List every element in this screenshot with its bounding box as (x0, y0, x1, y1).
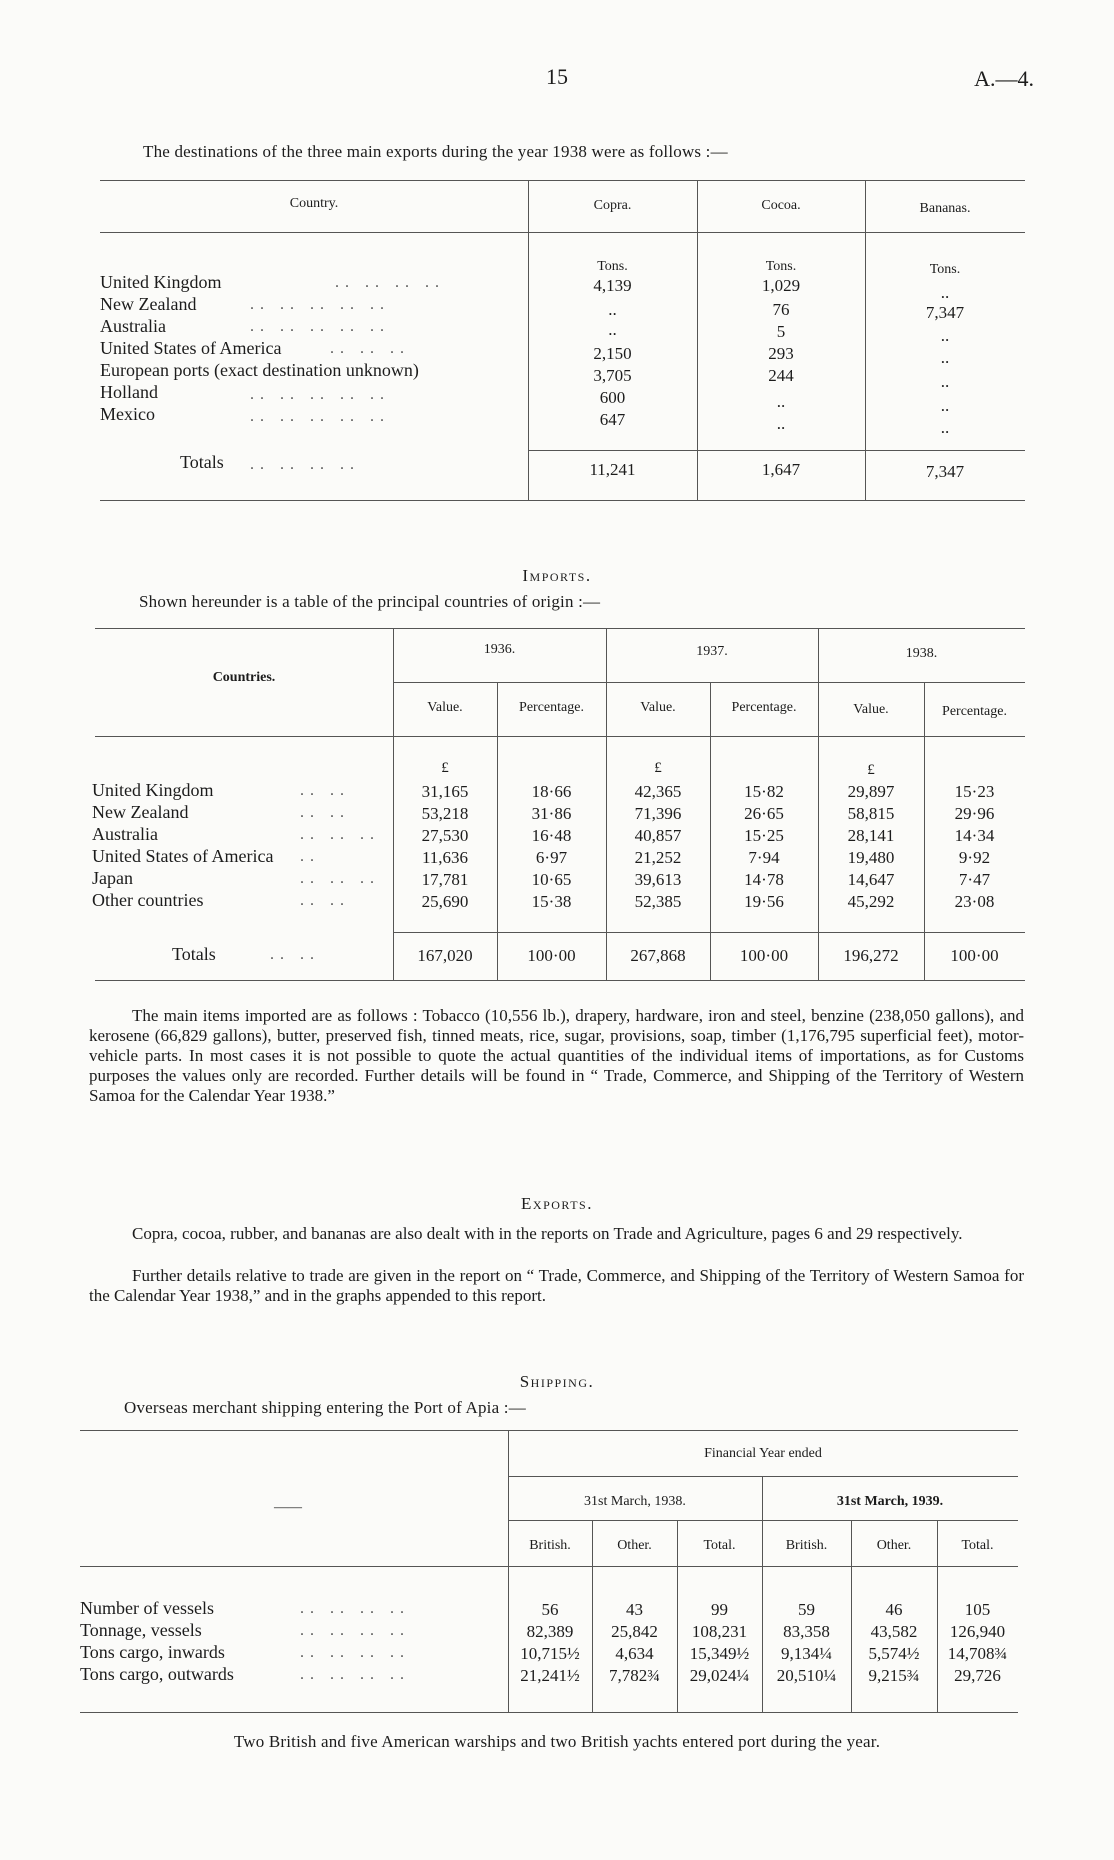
leader-dots: .. .. .. .. .. (250, 408, 390, 425)
import-v36-value: 31,165 (421, 782, 469, 801)
bananas-value: .. (940, 283, 950, 302)
table-row-label: Number of vessels (80, 1598, 214, 1618)
exports-paragraph-1: Copra, cocoa, rubber, and bananas are also dealt with in the reports on Trade and Agriculture, pages 6 and 29 respectively. (132, 1224, 963, 1243)
import-v38-value: 58,815 (847, 804, 895, 823)
table-rule (95, 980, 1025, 981)
copra-value: 647 (599, 410, 626, 429)
shipping-value: 29,726 (954, 1666, 1001, 1685)
leader-dots: .. .. (300, 782, 350, 799)
column-divider (528, 180, 529, 500)
table-row-label: Tonnage, vessels (80, 1620, 202, 1640)
table-row-label: New Zealand (92, 802, 189, 822)
table-rule (393, 682, 1025, 683)
exports-destinations-intro: The destinations of the three main exports during the year 1938 were as follows :— (143, 142, 728, 161)
leader-dots: .. .. .. (300, 870, 380, 887)
exports-heading: Exports. (521, 1194, 593, 1213)
import-p37-value: 14·78 (744, 870, 784, 889)
leader-dots: .. .. .. .. (300, 1644, 410, 1661)
leader-dots: .. .. .. .. .. (250, 318, 390, 335)
subheader-other: Other. (617, 1538, 652, 1553)
import-p38-value: 14·34 (954, 826, 995, 845)
table-rule (100, 232, 1025, 233)
import-v37-value: 21,252 (634, 848, 682, 867)
blank-row-header: —— (274, 1500, 302, 1515)
table-row-label: Other countries (92, 890, 204, 910)
leader-dots: .. .. .. .. .. (250, 386, 390, 403)
bananas-value: .. (940, 348, 950, 367)
shipping-value: 43 (626, 1600, 643, 1619)
import-p38-total: 100·00 (950, 946, 999, 965)
bananas-value: 7,347 (925, 303, 965, 322)
import-v37-total: 267,868 (630, 946, 686, 965)
import-v36-value: 53,218 (421, 804, 469, 823)
shipping-intro: Overseas merchant shipping entering the Port of Apia :— (124, 1398, 526, 1417)
subheader-value: Value. (640, 700, 676, 715)
shipping-value: 83,358 (783, 1622, 830, 1641)
import-p38-value: 23·08 (954, 892, 995, 911)
copra-value: .. (608, 320, 617, 339)
shipping-value: 108,231 (691, 1622, 748, 1641)
shipping-value: 25,842 (611, 1622, 658, 1641)
unit-label: Tons. (929, 262, 961, 277)
table-row-label: Australia (100, 316, 166, 336)
subheader-percentage: Percentage. (942, 704, 1007, 719)
totals-label: Totals (180, 452, 224, 472)
shipping-value: 82,389 (526, 1622, 574, 1641)
table-row-label: Mexico (100, 404, 155, 424)
cocoa-value: 76 (772, 300, 790, 319)
table-rule (100, 500, 1025, 501)
cocoa-value: 5 (776, 322, 786, 341)
table-rule (528, 450, 1025, 451)
currency-symbol: £ (654, 760, 662, 776)
leader-dots: .. .. (300, 804, 350, 821)
import-p37-value: 15·82 (744, 782, 784, 801)
copra-value: 4,139 (593, 276, 632, 295)
bananas-value: .. (940, 372, 950, 391)
import-p36-value: 31·86 (531, 804, 572, 823)
year-header-1937: 1937. (696, 644, 728, 659)
column-header-cocoa: Cocoa. (761, 198, 801, 213)
cocoa-value: 1,029 (761, 276, 801, 295)
import-p37-value: 19·56 (744, 892, 784, 911)
leader-dots: .. .. .. (300, 826, 380, 843)
table-row-label: Tons cargo, outwards (80, 1664, 234, 1684)
subheader-total: Total. (961, 1538, 994, 1553)
shipping-value: 20,510¼ (776, 1666, 837, 1685)
copra-value: .. (608, 300, 617, 319)
table-row-label: Australia (92, 824, 158, 844)
import-p37-value: 7·94 (748, 848, 780, 867)
subheader-value: Value. (427, 700, 463, 715)
bananas-value: .. (940, 418, 950, 437)
shipping-value: 99 (711, 1600, 728, 1619)
exports-paragraph-2: Further details relative to trade are given in the report on “ Trade, Commerce, and Shipping of the Territory of Western Samoa for the Calendar Year 1938,” and in the graphs appended to this report. (89, 1266, 1024, 1305)
import-v38-value: 14,647 (847, 870, 895, 889)
leader-dots: .. .. .. (330, 340, 410, 357)
import-v36-value: 11,636 (421, 848, 469, 867)
table-rule (80, 1712, 1018, 1713)
shipping-value: 14,708¾ (947, 1644, 1008, 1663)
cocoa-value: .. (776, 392, 786, 411)
import-p36-value: 15·38 (531, 892, 572, 911)
period-header-1939: 31st March, 1939. (836, 1494, 944, 1509)
table-row-label: United States of America (100, 338, 282, 358)
shipping-value: 29,024¼ (689, 1666, 750, 1685)
import-p38-value: 15·23 (954, 782, 995, 801)
period-header-1938: 31st March, 1938. (584, 1494, 686, 1509)
column-header-country: Country. (289, 196, 339, 211)
import-v36-value: 25,690 (421, 892, 469, 911)
import-p38-value: 7·47 (958, 870, 991, 889)
document-reference: A.—4. (974, 66, 1034, 91)
table-row-label: United States of America (92, 846, 274, 866)
currency-symbol: £ (441, 760, 449, 776)
import-p38-value: 9·92 (958, 848, 991, 867)
table-row-label: European ports (exact destination unknown) (100, 360, 419, 380)
bananas-total: 7,347 (925, 462, 965, 481)
unit-label: Tons. (765, 259, 797, 274)
shipping-value: 4,634 (615, 1644, 654, 1663)
table-rule (393, 932, 1025, 933)
table-rule (80, 1566, 1018, 1567)
leader-dots: .. (300, 848, 320, 865)
table-rule (95, 628, 1025, 629)
import-v37-value: 39,613 (634, 870, 682, 889)
import-v38-total: 196,272 (843, 946, 899, 965)
shipping-value: 7,782¾ (609, 1666, 660, 1685)
leader-dots: .. .. (300, 892, 350, 909)
page-number: 15 (546, 64, 568, 89)
table-row-label: United Kingdom (92, 780, 214, 800)
year-header-1938: 1938. (905, 646, 938, 661)
table-rule (508, 1520, 1018, 1521)
column-header-copra: Copra. (593, 198, 632, 213)
column-header-bananas: Bananas. (919, 201, 971, 216)
shipping-value: 9,215¾ (868, 1666, 920, 1685)
copra-value: 3,705 (593, 366, 632, 385)
import-p36-value: 10·65 (531, 870, 572, 889)
unit-label: Tons. (597, 259, 628, 274)
leader-dots: .. .. .. .. (300, 1600, 410, 1617)
year-header-1936: 1936. (483, 642, 516, 657)
import-v37-value: 71,396 (634, 804, 682, 823)
cocoa-value: .. (776, 414, 786, 433)
import-p37-total: 100·00 (739, 946, 789, 965)
imports-intro: Shown hereunder is a table of the principal countries of origin :— (139, 592, 601, 611)
table-rule (95, 736, 1025, 737)
subheader-percentage: Percentage. (731, 700, 797, 715)
currency-symbol: £ (867, 762, 875, 778)
shipping-value: 9,134¼ (781, 1644, 832, 1663)
import-v38-value: 45,292 (847, 892, 895, 911)
shipping-footer: Two British and five American warships and two British yachts entered port during the year. (233, 1732, 881, 1751)
import-v36-value: 27,530 (421, 826, 469, 845)
import-p38-value: 29·96 (954, 804, 995, 823)
table-rule (80, 1430, 1018, 1431)
leader-dots: .. .. .. .. .. (250, 296, 390, 313)
import-v37-value: 52,385 (634, 892, 682, 911)
subheader-total: Total. (703, 1538, 736, 1553)
import-v38-value: 19,480 (847, 848, 895, 867)
leader-dots: .. .. .. .. (300, 1666, 410, 1683)
shipping-value: 56 (541, 1600, 559, 1619)
leader-dots: .. .. .. .. (250, 456, 360, 473)
shipping-value: 15,349½ (689, 1644, 750, 1663)
copra-value: 2,150 (593, 344, 632, 363)
shipping-heading: Shipping. (519, 1372, 595, 1391)
imports-heading: Imports. (522, 566, 592, 585)
import-p36-value: 18·66 (531, 782, 572, 801)
table-rule (508, 1476, 1018, 1477)
leader-dots: .. .. (270, 946, 320, 963)
leader-dots: .. .. .. .. (335, 274, 445, 291)
import-p36-total: 100·00 (527, 946, 576, 965)
imports-paragraph: The main items imported are as follows : Tobacco (10,556 lb.), drapery, hardware, iron and steel, benzine (238,050 gallons), and kerosene (66,829 gallons), butter, preserved fish, tinned meats, rice, sugar, provisions, soap, timber (1,176,795 superficial feet), motor-vehicle parts. In most cases it is not possible to quote the actual quantities of the individual items of importations, as for Customs purposes the values only are recorded. Further details will be found in “ Trade, Commerce, and Shipping of the Territory of Western Samoa for the Calendar Year 1938.” (89, 1006, 1024, 1105)
shipping-value: 59 (798, 1600, 815, 1619)
shipping-value: 5,574½ (868, 1644, 920, 1663)
table-rule (100, 180, 1025, 181)
cocoa-value: 293 (768, 344, 794, 363)
import-p37-value: 15·25 (744, 826, 784, 845)
subheader-other: Other. (876, 1538, 912, 1553)
shipping-value: 105 (964, 1600, 991, 1619)
financial-year-header: Financial Year ended (704, 1446, 822, 1461)
shipping-value: 126,940 (949, 1622, 1006, 1641)
bananas-value: .. (940, 396, 950, 415)
table-row-label: New Zealand (100, 294, 197, 314)
table-row-label: Japan (92, 868, 133, 888)
import-v36-value: 17,781 (421, 870, 469, 889)
totals-label: Totals (172, 944, 216, 964)
import-p36-value: 6·97 (535, 848, 568, 867)
subheader-british: British. (785, 1538, 828, 1553)
cocoa-value: 244 (768, 366, 794, 385)
table-row-label: Tons cargo, inwards (80, 1642, 225, 1662)
subheader-percentage: Percentage. (519, 700, 584, 715)
shipping-value: 46 (885, 1600, 903, 1619)
import-v37-value: 40,857 (634, 826, 682, 845)
copra-total: 11,241 (589, 460, 636, 479)
shipping-value: 43,582 (870, 1622, 918, 1641)
import-p37-value: 26·65 (744, 804, 784, 823)
shipping-value: 21,241½ (520, 1666, 580, 1685)
shipping-value: 10,715½ (520, 1644, 580, 1663)
copra-value: 600 (599, 388, 626, 407)
import-v36-total: 167,020 (417, 946, 473, 965)
column-header-countries: Countries. (212, 670, 276, 685)
import-v38-value: 28,141 (847, 826, 895, 845)
subheader-value: Value. (853, 702, 889, 717)
import-v38-value: 29,897 (847, 782, 895, 801)
import-v37-value: 42,365 (634, 782, 682, 801)
subheader-british: British. (529, 1538, 571, 1553)
bananas-value: .. (940, 326, 950, 345)
cocoa-total: 1,647 (761, 460, 801, 479)
import-p36-value: 16·48 (531, 826, 572, 845)
table-row-label: United Kingdom (100, 272, 222, 292)
leader-dots: .. .. .. .. (300, 1622, 410, 1639)
table-row-label: Holland (100, 382, 158, 402)
